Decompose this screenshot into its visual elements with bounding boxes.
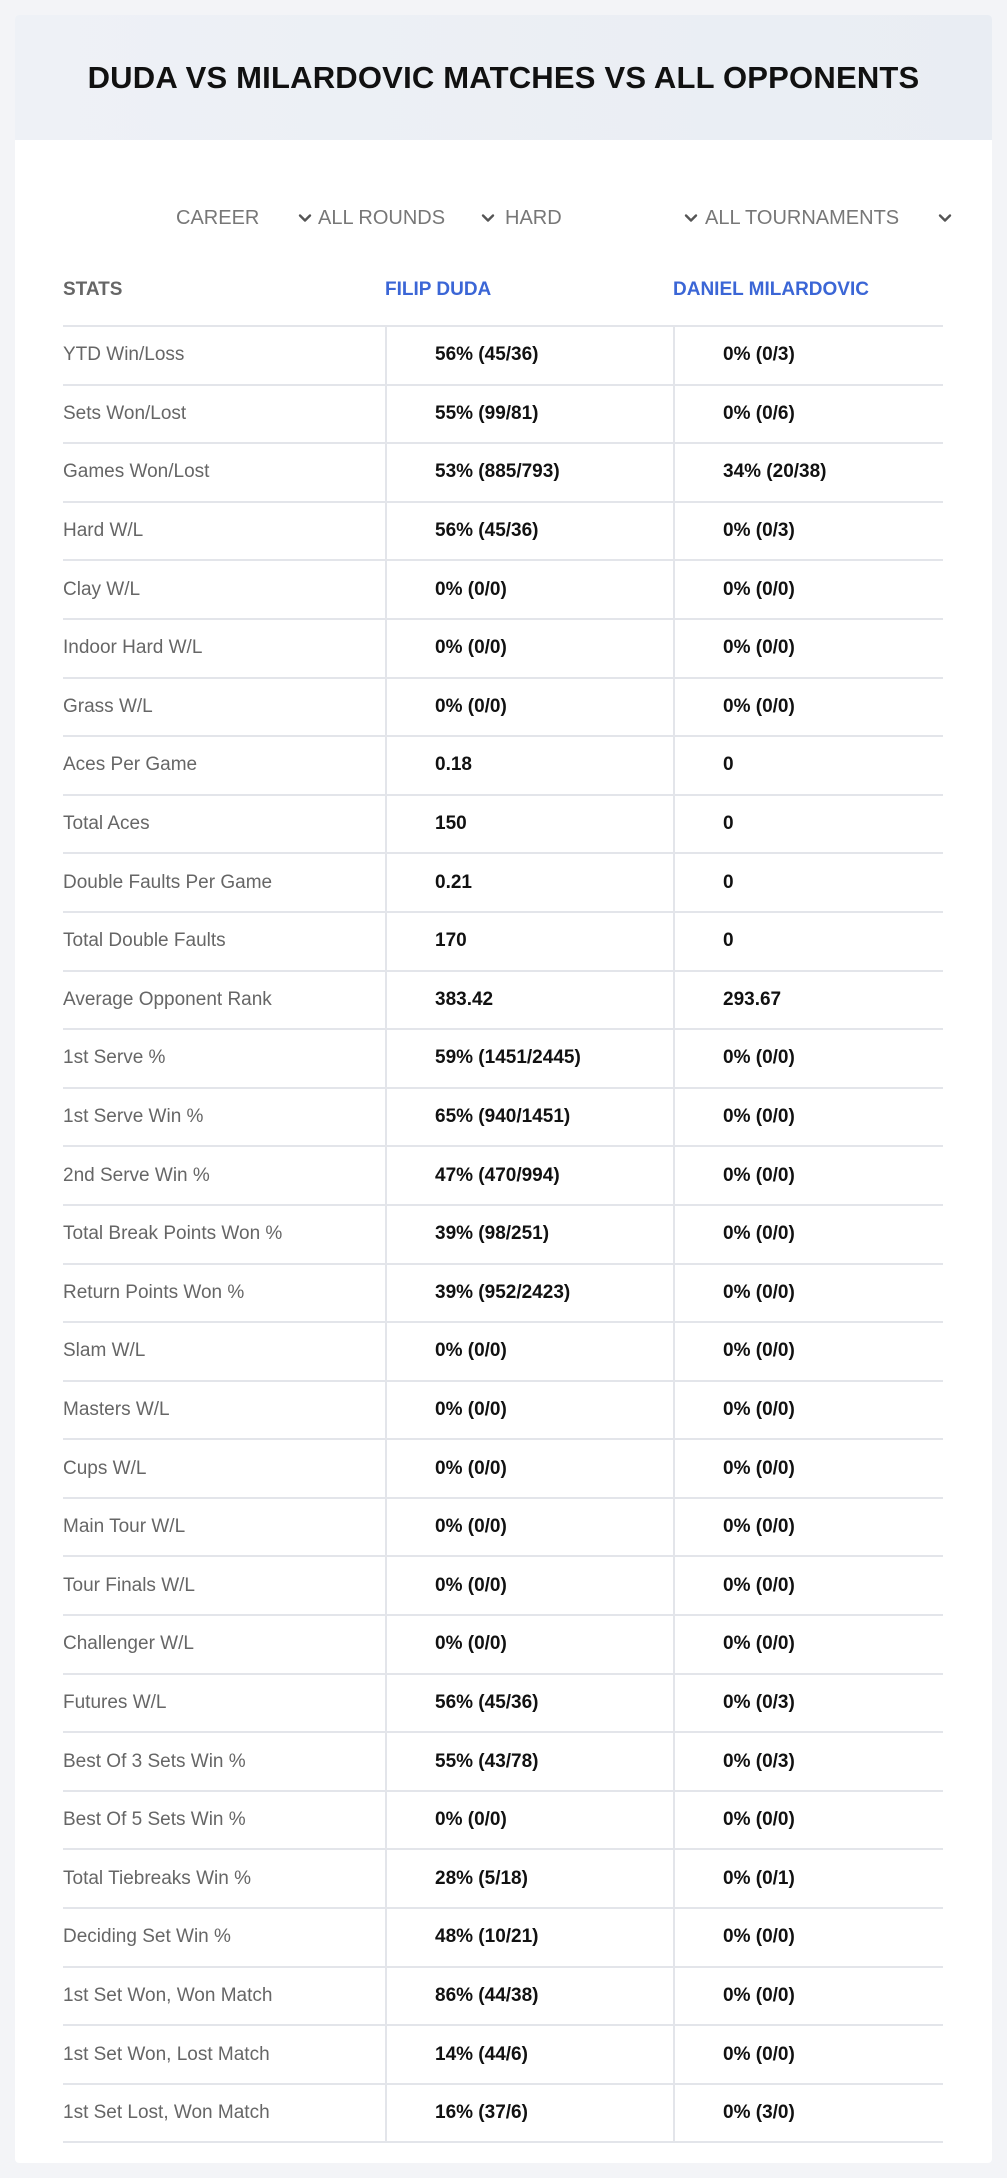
player2-value: 0 — [673, 737, 943, 794]
player1-value: 0% (0/0) — [385, 620, 673, 677]
table-row — [63, 386, 943, 445]
player1-value: 0% (0/0) — [385, 561, 673, 618]
player1-value: 0.21 — [385, 854, 673, 911]
table-row — [63, 1030, 943, 1089]
player1-value: 53% (885/793) — [385, 444, 673, 501]
stat-label: YTD Win/Loss — [63, 344, 185, 366]
table-row — [63, 679, 943, 738]
player1-value: 0% (0/0) — [385, 1616, 673, 1673]
player1-value: 14% (44/6) — [385, 2026, 673, 2083]
stat-label: Futures W/L — [63, 1691, 167, 1713]
stat-label: 1st Serve % — [63, 1047, 166, 1069]
period-select-value: CAREER — [176, 206, 260, 229]
table-row — [63, 1382, 943, 1441]
stat-label: Masters W/L — [63, 1398, 170, 1420]
table-row — [63, 1616, 943, 1675]
player2-value: 0% (0/0) — [673, 1206, 943, 1263]
player1-value: 0% (0/0) — [385, 679, 673, 736]
table-row — [63, 2026, 943, 2085]
stat-label: Double Faults Per Game — [63, 871, 273, 893]
table-row — [63, 2085, 943, 2144]
table-row — [63, 737, 943, 796]
player1-value: 0% (0/0) — [385, 1382, 673, 1439]
stat-label: Total Double Faults — [63, 930, 226, 952]
stat-label: Average Opponent Rank — [63, 988, 272, 1010]
table-row — [63, 1147, 943, 1206]
filter-bar — [15, 188, 992, 248]
table-row — [63, 1675, 943, 1734]
table-row — [63, 1265, 943, 1324]
player2-value: 34% (20/38) — [673, 444, 943, 501]
player1-value: 383.42 — [385, 972, 673, 1029]
player1-value: 0% (0/0) — [385, 1440, 673, 1497]
stat-label: Cups W/L — [63, 1457, 147, 1479]
tournament-select-value: ALL TOURNAMENTS — [705, 206, 900, 229]
stat-label: 1st Serve Win % — [63, 1106, 204, 1128]
table-row — [63, 796, 943, 855]
table-row — [63, 972, 943, 1031]
stat-label: Hard W/L — [63, 520, 144, 542]
player1-value: 28% (5/18) — [385, 1850, 673, 1907]
table-row — [63, 1850, 943, 1909]
column-header-stats: STATS — [63, 279, 123, 300]
stat-label: Best Of 5 Sets Win % — [63, 1809, 246, 1831]
player1-value: 0% (0/0) — [385, 1499, 673, 1556]
card-header — [15, 15, 992, 140]
player1-value: 48% (10/21) — [385, 1909, 673, 1966]
chevron-down-icon — [479, 209, 497, 227]
player2-value: 0% (0/6) — [673, 386, 943, 443]
player2-value: 0% (0/0) — [673, 1792, 943, 1849]
player2-value: 0% (0/0) — [673, 2026, 943, 2083]
player2-value: 0% (0/0) — [673, 1147, 943, 1204]
stat-label: 1st Set Won, Won Match — [63, 1984, 273, 2006]
table-row — [63, 1733, 943, 1792]
player2-value: 0% (0/0) — [673, 1616, 943, 1673]
stat-label: 1st Set Lost, Won Match — [63, 2102, 270, 2124]
chevron-down-icon — [682, 209, 700, 227]
player2-value: 0% (0/0) — [673, 1499, 943, 1556]
player2-value: 0% (0/0) — [673, 1968, 943, 2025]
stat-label: Indoor Hard W/L — [63, 637, 203, 659]
player2-value: 0% (0/0) — [673, 620, 943, 677]
player2-value: 0% (0/3) — [673, 503, 943, 560]
table-row — [63, 854, 943, 913]
player1-value: 55% (99/81) — [385, 386, 673, 443]
stat-label: 1st Set Won, Lost Match — [63, 2043, 270, 2065]
player2-value: 0% (0/3) — [673, 1675, 943, 1732]
player1-value: 56% (45/36) — [385, 1675, 673, 1732]
player1-value: 56% (45/36) — [385, 327, 673, 384]
player2-value: 0% (0/0) — [673, 1030, 943, 1087]
player2-value: 0% (0/0) — [673, 1909, 943, 1966]
surface-select[interactable] — [505, 188, 705, 248]
player1-value: 59% (1451/2445) — [385, 1030, 673, 1087]
chevron-down-icon — [296, 209, 314, 227]
chevron-down-icon — [936, 209, 954, 227]
stat-label: Return Points Won % — [63, 1281, 245, 1303]
stat-label: Main Tour W/L — [63, 1516, 186, 1538]
stat-label: Games Won/Lost — [63, 461, 210, 483]
stat-label: Tour Finals W/L — [63, 1574, 195, 1596]
player1-value: 39% (98/251) — [385, 1206, 673, 1263]
player1-value: 150 — [385, 796, 673, 853]
player2-value: 0% (0/1) — [673, 1850, 943, 1907]
page-title: DUDA VS MILARDOVIC MATCHES VS ALL OPPONENTS — [87, 59, 920, 95]
player1-value: 0.18 — [385, 737, 673, 794]
player1-value: 0% (0/0) — [385, 1323, 673, 1380]
table-row — [63, 1089, 943, 1148]
player2-value: 0% (3/0) — [673, 2085, 943, 2142]
player1-value: 56% (45/36) — [385, 503, 673, 560]
player1-value: 39% (952/2423) — [385, 1265, 673, 1322]
table-row — [63, 1206, 943, 1265]
player2-value: 0% (0/3) — [673, 1733, 943, 1790]
table-row — [63, 327, 943, 386]
stat-label: Total Aces — [63, 813, 150, 835]
table-row — [63, 1557, 943, 1616]
player2-value: 0% (0/0) — [673, 1089, 943, 1146]
player1-value: 170 — [385, 913, 673, 970]
player1-link[interactable]: FILIP DUDA — [385, 279, 492, 300]
tournament-select[interactable] — [705, 188, 965, 248]
round-select-value: ALL ROUNDS — [318, 206, 446, 229]
player2-value: 0% (0/0) — [673, 1382, 943, 1439]
table-row — [63, 1323, 943, 1382]
player1-value: 65% (940/1451) — [385, 1089, 673, 1146]
stat-label: Sets Won/Lost — [63, 402, 187, 424]
stats-table — [63, 253, 943, 2143]
surface-select-value: HARD — [505, 206, 562, 229]
table-row — [63, 503, 943, 562]
table-row — [63, 561, 943, 620]
stat-label: Grass W/L — [63, 695, 153, 717]
stat-label: Clay W/L — [63, 578, 141, 600]
player2-value: 0% (0/3) — [673, 327, 943, 384]
player1-value: 16% (37/6) — [385, 2085, 673, 2142]
player1-value: 0% (0/0) — [385, 1792, 673, 1849]
table-row — [63, 620, 943, 679]
player2-value: 0% (0/0) — [673, 1557, 943, 1614]
player1-value: 0% (0/0) — [385, 1557, 673, 1614]
stat-label: Total Tiebreaks Win % — [63, 1867, 251, 1889]
stat-label: Aces Per Game — [63, 754, 198, 776]
player2-value: 0 — [673, 854, 943, 911]
round-select[interactable] — [318, 188, 498, 248]
player2-value: 0 — [673, 796, 943, 853]
stat-label: Deciding Set Win % — [63, 1926, 231, 1948]
period-select[interactable] — [176, 188, 316, 248]
table-row — [63, 1968, 943, 2027]
player2-value: 0% (0/0) — [673, 679, 943, 736]
player2-value: 0% (0/0) — [673, 561, 943, 618]
player2-value: 293.67 — [673, 972, 943, 1029]
stat-label: 2nd Serve Win % — [63, 1164, 210, 1186]
table-header — [63, 253, 943, 327]
table-row — [63, 1499, 943, 1558]
stat-label: Challenger W/L — [63, 1633, 194, 1655]
stat-label: Total Break Points Won % — [63, 1223, 283, 1245]
player1-value: 55% (43/78) — [385, 1733, 673, 1790]
table-body — [63, 327, 943, 2143]
player2-value: 0% (0/0) — [673, 1265, 943, 1322]
player2-link[interactable]: DANIEL MILARDOVIC — [673, 279, 869, 300]
player2-value: 0% (0/0) — [673, 1323, 943, 1380]
player1-value: 47% (470/994) — [385, 1147, 673, 1204]
table-row — [63, 444, 943, 503]
stats-card — [15, 15, 992, 2163]
stat-label: Best Of 3 Sets Win % — [63, 1750, 246, 1772]
table-row — [63, 1909, 943, 1968]
player1-value: 86% (44/38) — [385, 1968, 673, 2025]
player2-value: 0% (0/0) — [673, 1440, 943, 1497]
table-row — [63, 1792, 943, 1851]
stat-label: Slam W/L — [63, 1340, 146, 1362]
table-row — [63, 1440, 943, 1499]
player2-value: 0 — [673, 913, 943, 970]
table-row — [63, 913, 943, 972]
